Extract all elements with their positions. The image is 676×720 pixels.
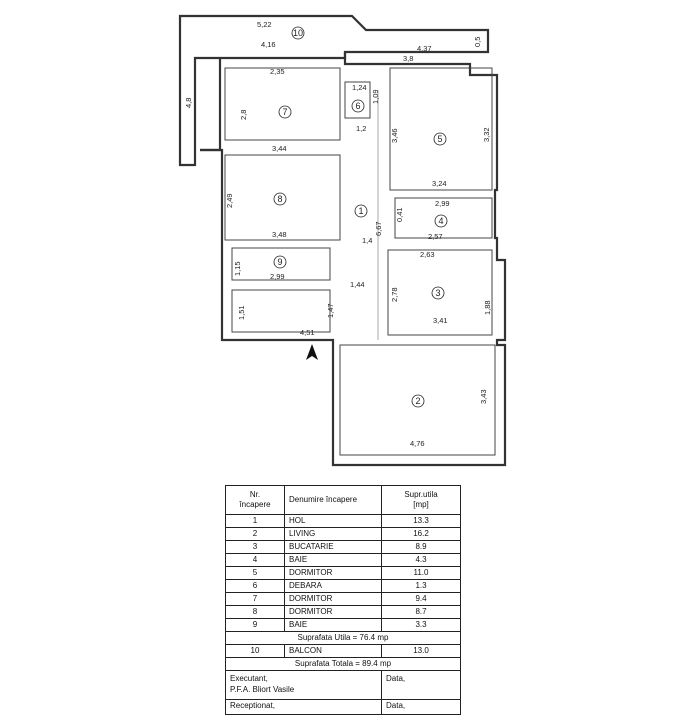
table-cell: 11.0 — [382, 567, 461, 580]
room-marker-2 — [412, 395, 424, 407]
dim-label: 6,67 — [374, 221, 383, 236]
dim-label: 4,8 — [184, 97, 193, 108]
dim-label: 3,24 — [432, 179, 447, 188]
room-legend-table — [225, 485, 461, 715]
table-cell: 1.3 — [382, 580, 461, 593]
table-cell: Suprafata Utila = 76.4 mp — [226, 632, 461, 645]
table-cell: 9 — [226, 619, 285, 632]
table-cell: 8.9 — [382, 541, 461, 554]
table-cell: LIVING — [285, 528, 382, 541]
table-cell: DORMITOR — [285, 606, 382, 619]
dim-label: 2,99 — [435, 199, 450, 208]
dim-label: 3,48 — [272, 230, 287, 239]
room-marker-3 — [432, 287, 444, 299]
dim-label: 5,22 — [257, 20, 272, 29]
dim-label: 2,78 — [390, 287, 399, 302]
table-cell: 9.4 — [382, 593, 461, 606]
table-row — [226, 606, 461, 619]
dim-label: 1,4 — [362, 236, 373, 245]
receptionat-row — [226, 700, 461, 715]
header-name: Denumire încapere — [285, 486, 382, 515]
svg-text:4: 4 — [438, 216, 444, 226]
suprafata-utila-row — [226, 632, 461, 645]
dim-label: 1,88 — [483, 300, 492, 315]
svg-text:3: 3 — [435, 288, 441, 298]
dim-label: 0,41 — [395, 207, 404, 222]
west-wall — [200, 58, 220, 150]
svg-text:9: 9 — [277, 257, 283, 267]
room-marker-1 — [355, 205, 367, 217]
table-row — [226, 645, 461, 658]
table-cell: 13.3 — [382, 515, 461, 528]
table-cell: BAIE — [285, 619, 382, 632]
table-row — [226, 554, 461, 567]
table-cell: 8 — [226, 606, 285, 619]
svg-text:7: 7 — [282, 107, 288, 117]
table-row — [226, 567, 461, 580]
table-cell: DORMITOR — [285, 593, 382, 606]
dim-label: 3,43 — [479, 389, 488, 404]
table-cell: 3 — [226, 541, 285, 554]
dimension-labels — [184, 20, 492, 448]
table-cell: 3.3 — [382, 619, 461, 632]
table-row — [226, 580, 461, 593]
room-marker-10 — [292, 27, 304, 39]
dim-label: 3,44 — [272, 144, 287, 153]
table-cell: 16.2 — [382, 528, 461, 541]
table-cell: Suprafata Totala = 89.4 mp — [226, 658, 461, 671]
dim-label: 1,15 — [233, 261, 242, 276]
room-marker-8 — [274, 193, 286, 205]
svg-text:6: 6 — [355, 101, 361, 111]
dim-label: 2,99 — [270, 272, 285, 281]
table-cell: Data, — [382, 671, 461, 700]
dim-label: 2,57 — [428, 232, 443, 241]
room-marker-9 — [274, 256, 286, 268]
dim-label: 3,46 — [390, 128, 399, 143]
dim-label: 4,37 — [417, 44, 432, 53]
table-row — [226, 528, 461, 541]
table-cell: BALCON — [285, 645, 382, 658]
table-row — [226, 619, 461, 632]
dim-label: 2,35 — [270, 67, 285, 76]
suprafata-totala-row — [226, 658, 461, 671]
svg-text:5: 5 — [437, 134, 443, 144]
dim-label: 2,49 — [225, 193, 234, 208]
dim-label: 1,47 — [326, 303, 335, 318]
table-row — [226, 593, 461, 606]
room-marker-4 — [435, 215, 447, 227]
table-row — [226, 541, 461, 554]
table-cell: 1 — [226, 515, 285, 528]
dim-label: 1,2 — [356, 124, 367, 133]
table-cell: 2 — [226, 528, 285, 541]
table-cell: Data, — [382, 700, 461, 715]
table-cell: 4.3 — [382, 554, 461, 567]
svg-text:2: 2 — [415, 396, 421, 406]
dim-label: 1,09 — [371, 89, 380, 104]
header-nr: Nr. încapere — [226, 486, 285, 515]
table-cell: DORMITOR — [285, 567, 382, 580]
dim-label: 4,16 — [261, 40, 276, 49]
table-cell: 4 — [226, 554, 285, 567]
dim-label: 4,51 — [300, 328, 315, 337]
header-area: Supr.utila [mp] — [382, 486, 461, 515]
room-marker-6 — [352, 100, 364, 112]
table-row — [226, 515, 461, 528]
room-marker-5 — [434, 133, 446, 145]
north-arrow-icon — [306, 344, 318, 360]
table-cell: 8.7 — [382, 606, 461, 619]
dim-label: 3,32 — [482, 127, 491, 142]
table-cell: Receptionat, — [226, 700, 382, 715]
dim-label: 1,44 — [350, 280, 365, 289]
dim-label: 2,63 — [420, 250, 435, 259]
dim-label: 3,41 — [433, 316, 448, 325]
dim-label: 0,5 — [473, 36, 482, 47]
dim-label: 3,8 — [403, 54, 414, 63]
executant-row — [226, 671, 461, 700]
table-cell: Executant, P.F.A. Bliort Vasile — [226, 671, 382, 700]
table-cell: 7 — [226, 593, 285, 606]
dim-label: 4,76 — [410, 439, 425, 448]
dim-label: 2,8 — [239, 109, 248, 120]
svg-text:8: 8 — [277, 194, 283, 204]
table-cell: HOL — [285, 515, 382, 528]
dim-label: 1,24 — [352, 83, 367, 92]
table-cell: 6 — [226, 580, 285, 593]
table-cell: 10 — [226, 645, 285, 658]
dim-label: 1,51 — [237, 305, 246, 320]
table-cell: BAIE — [285, 554, 382, 567]
table-cell: 5 — [226, 567, 285, 580]
room-marker-7 — [279, 106, 291, 118]
table-cell: DEBARA — [285, 580, 382, 593]
table-cell: BUCATARIE — [285, 541, 382, 554]
svg-text:1: 1 — [358, 206, 364, 216]
svg-text:10: 10 — [292, 28, 304, 38]
table-cell: 13.0 — [382, 645, 461, 658]
